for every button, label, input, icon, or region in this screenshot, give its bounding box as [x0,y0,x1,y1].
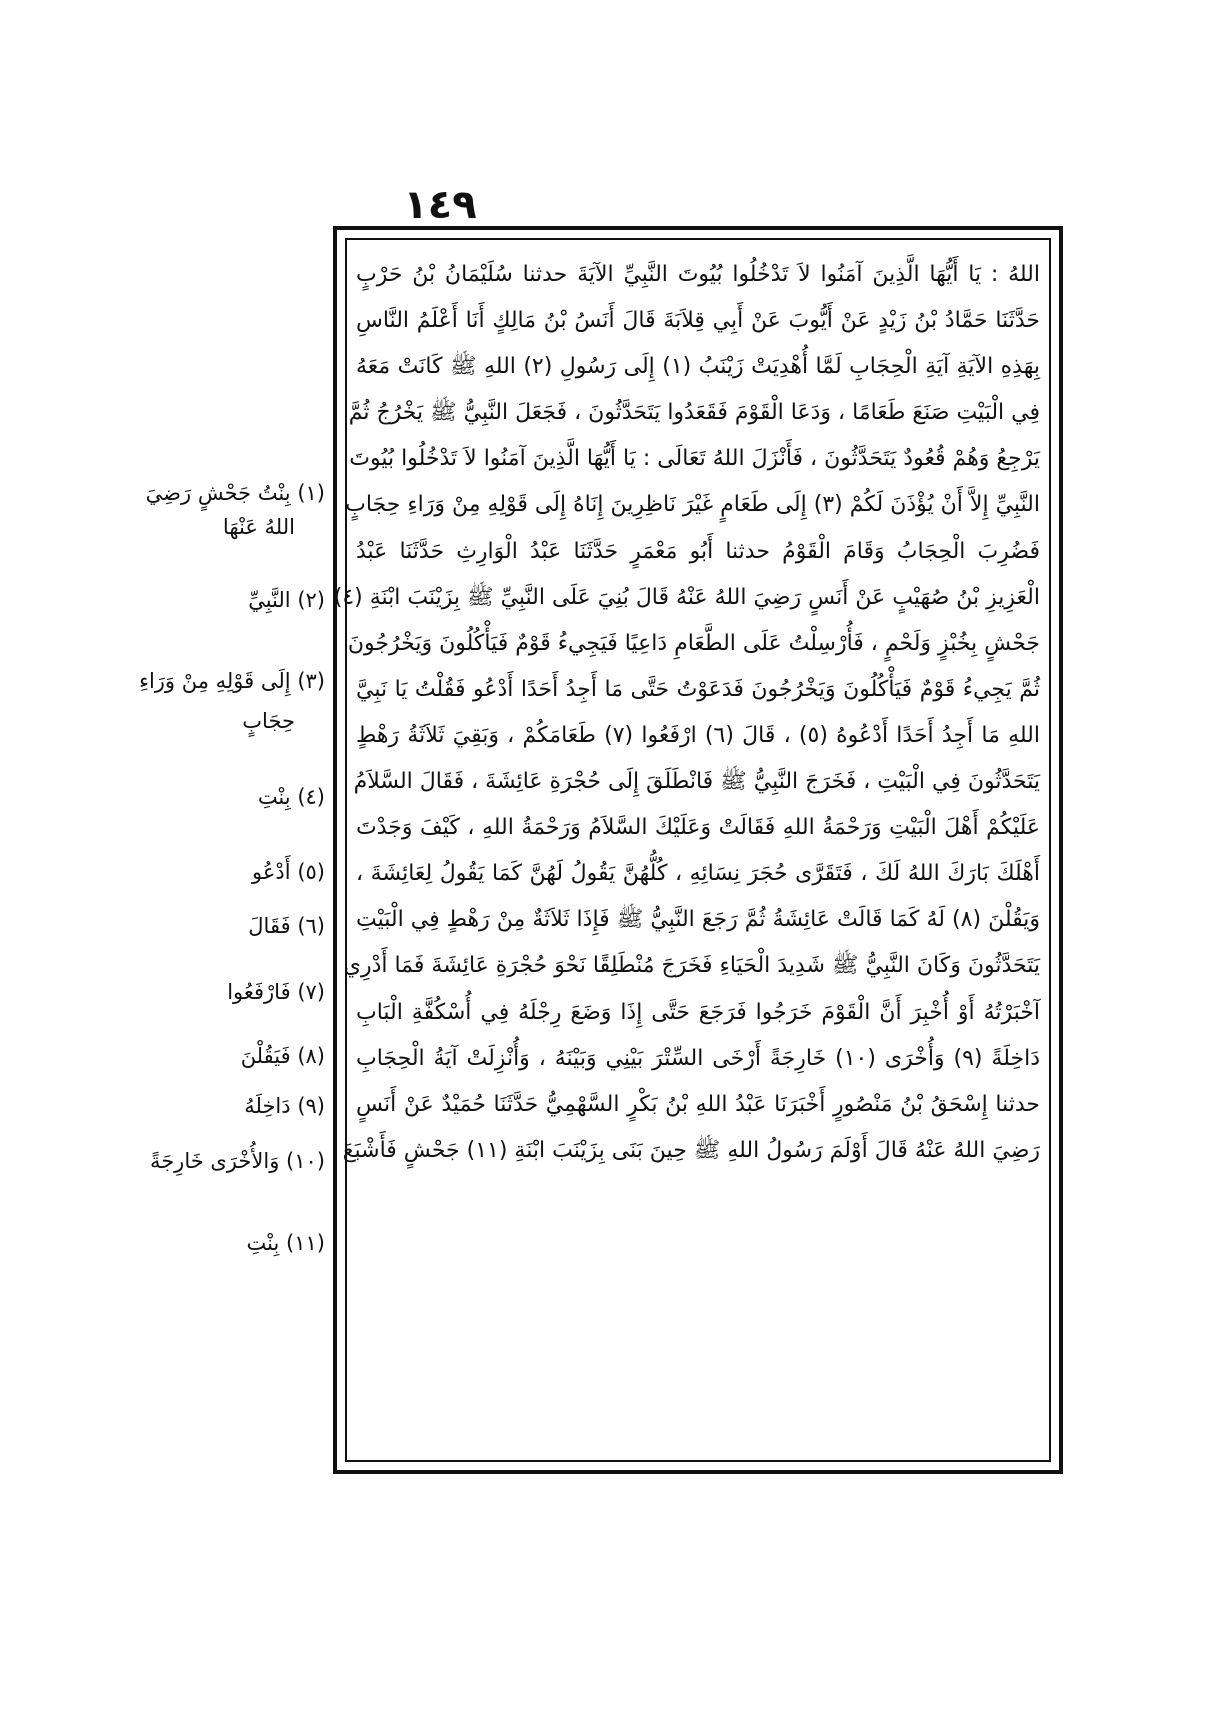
note-text: بِنْتِ [257,785,291,809]
note-marker: (٣) [297,669,325,693]
text-line: يَرْجِعُ وَهُمْ قُعُودٌ يَتَحَدَّثُونَ ، فَأَنْزَلَ اللهُ تَعَالَى : يَا أَيُّهَا الَّذِينَ آمَنُوا لاَ تَدْخُلُوا بُيُوتَ [349,446,1040,472]
note-text: النَّبِيِّ [248,588,291,612]
note-text: بِنْتِ [246,1231,280,1255]
note-marker: (٨) [297,1044,325,1068]
note-text: بِنْتُ جَحْشٍ رَضِيَ [145,481,291,505]
text-line: أَهْلَكَ بَارَكَ اللهُ لَكَ ، فَتَقَرَّى حُجَرَ نِسَائِهِ ، كُلُّهُنَّ يَقُولُ لَهُنَّ كَمَا يَقُولُ لِعَائِشَةَ ، [356,861,1040,887]
text-line: ثُمَّ يَجِيءُ قَوْمٌ فَيَأْكُلُونَ وَيَخْرُجُونَ فَدَعَوْتُ حَتَّى مَا أَجِدُ أَحَدًا أَدْعُو فَقُلْتُ يَا نَبِيَّ [356,676,1040,702]
text-line: دَاخِلَةً (٩) وَأُخْرَى (١٠) خَارِجَةً أَرْخَى السِّتْرَ بَيْنِي وَبَيْنَهُ ، وَأُنْزِلَتْ آيَةُ الْحِجَابِ [356,1045,1040,1071]
margin-note [130,585,325,615]
text-line: الْعَزِيزِ بْنُ صُهَيْبٍ عَنْ أَنَسٍ رَضِيَ اللهُ عَنْهُ قَالَ بُنِيَ عَلَى النَّبِيِّ ﷺ بِزَيْنَبَ ابْنَةِ (٤) [333,584,1040,610]
margin-note [130,666,325,696]
note-text: فَيَقُلْنَ [240,1044,291,1068]
text-line: فِي الْبَيْتِ صَنَعَ طَعَامًا ، وَدَعَا الْقَوْمَ فَقَعَدُوا يَتَحَدَّثُونَ ، فَجَعَلَ النَّبِيُّ ﷺ يَخْرُجُ ثُمَّ [348,400,1040,426]
note-marker: (٤) [297,785,325,809]
note-marker: (١) [297,481,325,505]
margin-notes [130,0,325,1717]
text-line: رَضِيَ اللهُ عَنْهُ قَالَ أَوْلَمَ رَسُولُ اللهِ ﷺ حِينَ بَنَى بِزَيْنَبَ ابْنَةِ (١١) جَحْشٍ فَأَشْبَعَ [342,1137,1040,1163]
text-line: حدثنا إِسْحَقُ بْنُ مَنْصُورٍ أَخْبَرَنَا عَبْدُ اللهِ بْنُ بَكْرٍ السَّهْمِيُّ حَدَّثَنَا حُمَيْدٌ عَنْ أَنَسٍ [356,1091,1040,1117]
note-text: إِلَى قَوْلِهِ مِنْ وَرَاءِ [139,669,291,693]
page-number: ١٤٩ [403,182,477,228]
note-text: دَاخِلَهُ [244,1094,291,1118]
text-line: حَدَّثَنَا حَمَّادُ بْنُ زَيْدٍ عَنْ أَيُّوبَ عَنْ أَبِي قِلاَبَةَ قَالَ أَنَسُ بْنُ مَالِكٍ أَنَا أَعْلَمُ النَّاسِ [356,308,1040,334]
text-line: يَتَحَدَّثُونَ فِي الْبَيْتِ ، فَخَرَجَ النَّبِيُّ ﷺ فَانْطَلَقَ إِلَى حُجْرَةِ عَائِشَةَ ، فَقَالَ السَّلاَمُ [353,769,1040,795]
margin-note [130,1041,325,1071]
note-continuation: اللهُ عَنْهَا [222,515,295,539]
margin-note [130,782,325,812]
note-marker: (٥) [297,860,325,884]
note-marker: (٢) [297,588,325,612]
margin-note [130,1091,325,1121]
note-continuation: حِجَابٍ [242,709,295,733]
text-line: اللهُ : يَا أَيُّهَا الَّذِينَ آمَنُوا لاَ تَدْخُلُوا بُيُوتَ النَّبِيِّ الآيَةَ حدثنا سُلَيْمَانُ بْنُ حَرْبٍ [356,262,1040,287]
margin-note [130,857,325,887]
text-line: آخْبَرْتُهُ أَوْ أُخْبِرَ أَنَّ الْقَوْمَ خَرَجُوا فَرَجَعَ حَتَّى إِذَا وَضَعَ رِجْلَهُ فِي أُسْكُفَّةِ الْبَابِ [356,999,1040,1025]
note-text: فَقَالَ [248,914,291,938]
text-line: بِهَذِهِ الآيَةِ آيَةِ الْحِجَابِ لَمَّا أُهْدِيَتْ زَيْنَبُ (١) إِلَى رَسُولِ (٢) اللهِ ﷺ كَانَتْ مَعَهُ [356,354,1040,380]
note-marker: (٦) [297,914,325,938]
text-line: عَلَيْكُمْ أَهْلَ الْبَيْتِ وَرَحْمَةُ اللهِ فَقَالَتْ وَعَلَيْكَ السَّلاَمُ وَرَحْمَةُ اللهِ ، كَيْفَ وَجَدْتَ [356,815,1040,841]
main-text-block [333,252,1040,1452]
margin-note [130,1228,325,1258]
note-marker: (٧) [297,980,325,1004]
text-line: يَتَحَدَّثُونَ وَكَانَ النَّبِيُّ ﷺ شَدِيدَ الْحَيَاءِ فَخَرَجَ مُنْطَلِقًا نَحْوَ حُجْرَةِ عَائِشَةَ فَمَا أَدْرِي [343,953,1040,979]
note-marker: (١٠) [286,1149,325,1173]
text-line: جَحْشٍ بِخُبْزٍ وَلَحْمٍ ، فَأُرْسِلْتُ عَلَى الطَّعَامِ دَاعِيًا فَيَجِيءُ قَوْمٌ فَيَأْكُلُونَ وَيَخْرُجُونَ [347,630,1040,656]
margin-note [130,478,325,508]
margin-note [130,1146,325,1176]
note-text: فَارْفَعُوا [227,980,291,1004]
margin-note [130,977,325,1007]
text-line: وَيَقُلْنَ (٨) لَهُ كَمَا قَالَتْ عَائِشَةُ ثُمَّ رَجَعَ النَّبِيُّ ﷺ فَإِذَا ثَلاَثَةٌ مِنْ رَهْطٍ فِي الْبَيْتِ [356,907,1040,933]
note-text: وَالأُخْرَى خَارِجَةً [149,1149,280,1173]
note-marker: (١١) [286,1231,325,1255]
text-line: النَّبِيِّ إِلاَّ أَنْ يُؤْذَنَ لَكُمْ (٣) إِلَى طَعَامٍ غَيْرَ نَاظِرِينَ إِنَاهُ إِلَى قَوْلِهِ مِنْ وَرَاءِ حِجَابٍ [345,492,1040,518]
margin-note [130,911,325,941]
note-text: أَدْعُو [252,860,291,884]
text-line: اللهِ مَا أَجِدُ أَحَدًا أَدْعُوهُ (٥) ، قَالَ (٦) ارْفَعُوا (٧) طَعَامَكُمْ ، وَبَقِيَ ثَلاَثَةُ رَهْطٍ [356,722,1040,748]
text-line: فَضُرِبَ الْحِجَابُ وَقَامَ الْقَوْمُ حدثنا أَبُو مَعْمَرٍ حَدَّثَنَا عَبْدُ الْوَارِثِ حَدَّثَنَا عَبْدُ [356,538,1040,564]
note-marker: (٩) [297,1094,325,1118]
